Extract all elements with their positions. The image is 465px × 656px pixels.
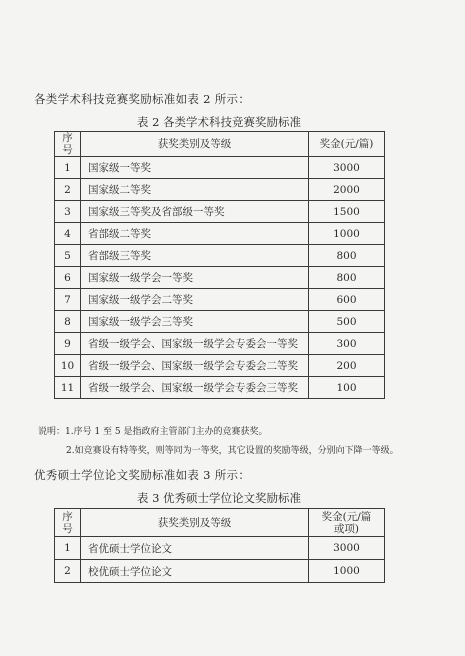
section1-intro: 各类学术科技竞赛奖励标准如表 2 所示： bbox=[34, 92, 251, 106]
row-no: 1 bbox=[55, 157, 81, 179]
header-category: 获奖类别及等级 bbox=[81, 132, 309, 157]
row-no: 11 bbox=[55, 377, 81, 399]
row-amount: 200 bbox=[309, 355, 385, 377]
row-amount: 3000 bbox=[309, 537, 385, 560]
row-amount: 600 bbox=[309, 289, 385, 311]
header-amount-line1: 奖金(元/篇 bbox=[321, 510, 372, 523]
table3 bbox=[54, 508, 385, 583]
row-category: 国家级一级学会一等奖 bbox=[81, 267, 309, 289]
header-no-line1: 序 bbox=[62, 510, 73, 523]
table-row bbox=[55, 289, 385, 311]
table-row bbox=[55, 223, 385, 245]
table-row bbox=[55, 333, 385, 355]
row-category: 省优硕士学位论文 bbox=[81, 537, 309, 560]
table-header-row bbox=[55, 132, 385, 157]
header-no bbox=[55, 132, 81, 157]
row-category: 国家级一级学会二等奖 bbox=[81, 289, 309, 311]
row-category: 省部级二等奖 bbox=[81, 223, 309, 245]
table-row bbox=[55, 560, 385, 583]
row-amount: 800 bbox=[309, 267, 385, 289]
table-row bbox=[55, 355, 385, 377]
row-no: 3 bbox=[55, 201, 81, 223]
row-no: 1 bbox=[55, 537, 81, 560]
table2-note-2: 2.如竞赛设有特等奖，则等同为一等奖，其它设置的奖励等级，分别向下降一等级。 bbox=[66, 446, 399, 456]
row-no: 10 bbox=[55, 355, 81, 377]
row-amount: 1000 bbox=[309, 560, 385, 583]
table2-note-1: 说明：1.序号 1 至 5 是指政府主管部门主办的竞赛获奖。 bbox=[38, 427, 268, 437]
header-amount bbox=[309, 509, 385, 537]
row-category: 国家级一级学会三等奖 bbox=[81, 311, 309, 333]
row-amount: 2000 bbox=[309, 179, 385, 201]
table-row bbox=[55, 537, 385, 560]
row-amount: 3000 bbox=[309, 157, 385, 179]
table-row bbox=[55, 377, 385, 399]
row-amount: 1500 bbox=[309, 201, 385, 223]
table-row bbox=[55, 267, 385, 289]
header-no-line2: 号 bbox=[62, 522, 73, 535]
table-row bbox=[55, 201, 385, 223]
row-no: 8 bbox=[55, 311, 81, 333]
row-no: 2 bbox=[55, 179, 81, 201]
row-no: 9 bbox=[55, 333, 81, 355]
header-no-line2: 号 bbox=[62, 144, 73, 156]
row-category: 国家级三等奖及省部级一等奖 bbox=[81, 201, 309, 223]
table2-caption: 表 2 各类学术科技竞赛奖励标准 bbox=[136, 115, 302, 129]
header-amount: 奖金(元/篇) bbox=[309, 132, 385, 157]
row-no: 2 bbox=[55, 560, 81, 583]
row-amount: 800 bbox=[309, 245, 385, 267]
row-category: 校优硕士学位论文 bbox=[81, 560, 309, 583]
table-row bbox=[55, 311, 385, 333]
row-category: 省部级三等奖 bbox=[81, 245, 309, 267]
table2 bbox=[54, 131, 385, 399]
table3-caption: 表 3 优秀硕士学位论文奖励标准 bbox=[136, 491, 302, 505]
header-no-line1: 序 bbox=[62, 132, 73, 144]
table-header-row bbox=[55, 509, 385, 537]
header-no bbox=[55, 509, 81, 537]
row-no: 7 bbox=[55, 289, 81, 311]
row-amount: 1000 bbox=[309, 223, 385, 245]
table-row bbox=[55, 179, 385, 201]
row-no: 6 bbox=[55, 267, 81, 289]
row-category: 省级一级学会、国家级一级学会专委会一等奖 bbox=[81, 333, 309, 355]
row-amount: 500 bbox=[309, 311, 385, 333]
row-category: 省级一级学会、国家级一级学会专委会二等奖 bbox=[81, 355, 309, 377]
row-category: 国家级二等奖 bbox=[81, 179, 309, 201]
row-category: 国家级一等奖 bbox=[81, 157, 309, 179]
header-amount-line2: 或项) bbox=[333, 522, 360, 535]
header-category: 获奖类别及等级 bbox=[81, 509, 309, 537]
section2-intro: 优秀硕士学位论文奖励标准如表 3 所示： bbox=[34, 468, 251, 482]
row-amount: 100 bbox=[309, 377, 385, 399]
table-row bbox=[55, 245, 385, 267]
row-no: 5 bbox=[55, 245, 81, 267]
row-category: 省级一级学会、国家级一级学会专委会三等奖 bbox=[81, 377, 309, 399]
table-row bbox=[55, 157, 385, 179]
row-no: 4 bbox=[55, 223, 81, 245]
row-amount: 300 bbox=[309, 333, 385, 355]
